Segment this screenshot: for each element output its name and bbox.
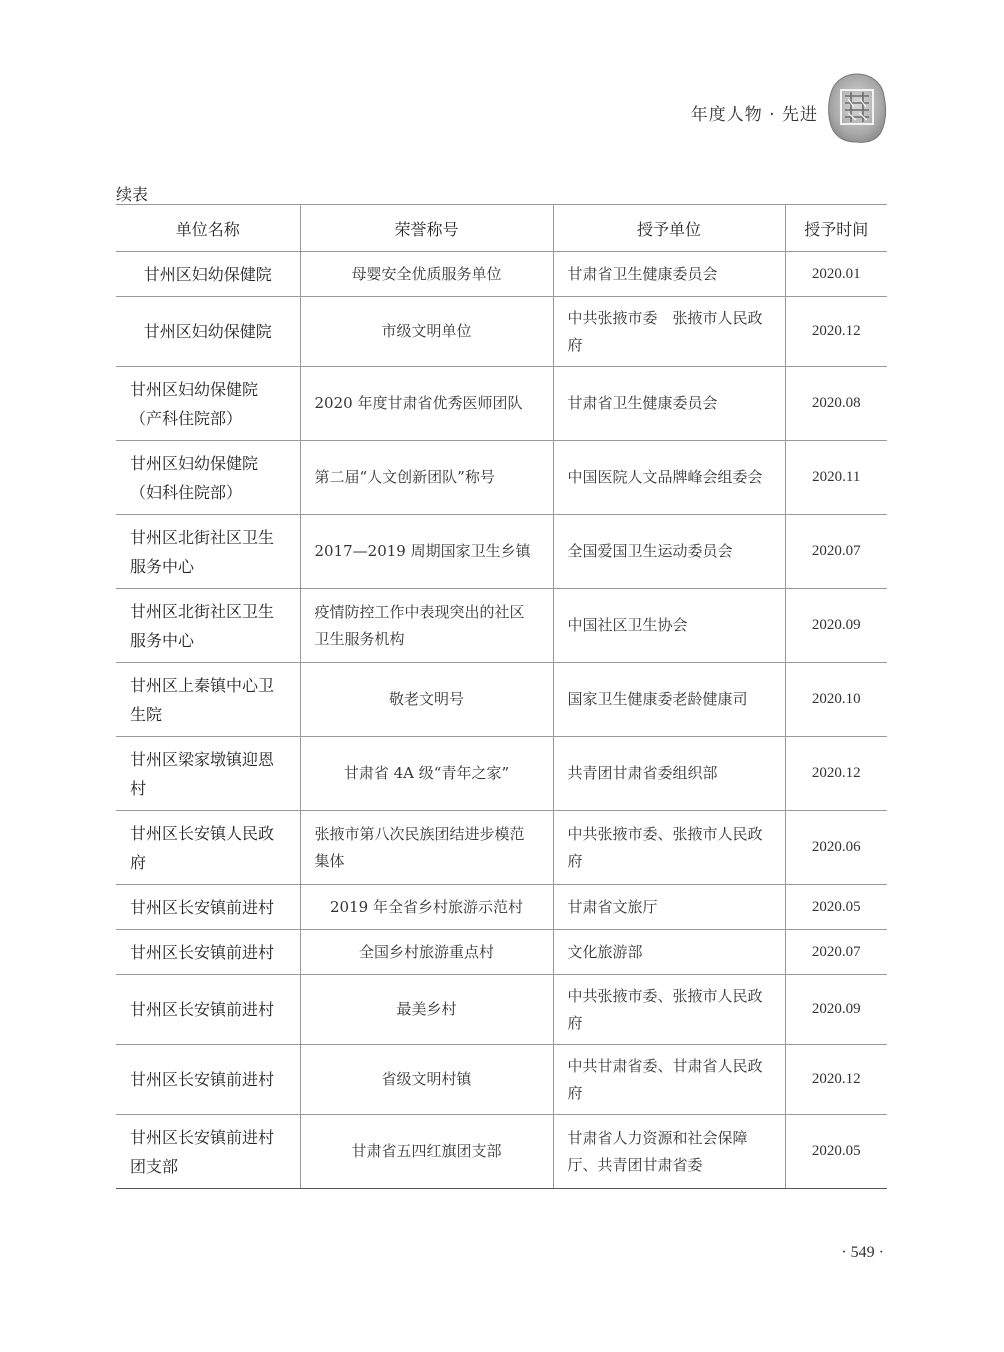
date-cell: 2020.09 bbox=[785, 589, 887, 663]
table-header-row bbox=[116, 205, 887, 252]
honor-cell: 全国乡村旅游重点村 bbox=[300, 930, 553, 975]
unit-cell: 甘州区长安镇前进村 bbox=[116, 975, 300, 1045]
grantor-cell: 甘肃省卫生健康委员会 bbox=[553, 252, 785, 297]
table-row bbox=[116, 930, 887, 975]
table-row bbox=[116, 515, 887, 589]
honor-cell: 2017—2019 周期国家卫生乡镇 bbox=[300, 515, 553, 589]
honor-cell: 市级文明单位 bbox=[300, 297, 553, 367]
unit-cell: 甘州区妇幼保健院 bbox=[116, 297, 300, 367]
table-row bbox=[116, 589, 887, 663]
unit-cell: 甘州区上秦镇中心卫生院 bbox=[116, 663, 300, 737]
honor-cell: 甘肃省 4A 级“青年之家” bbox=[300, 737, 553, 811]
honor-cell: 敬老文明号 bbox=[300, 663, 553, 737]
unit-cell: 甘州区妇幼保健院 bbox=[116, 252, 300, 297]
date-cell: 2020.05 bbox=[785, 885, 887, 930]
grantor-cell: 全国爱国卫生运动委员会 bbox=[553, 515, 785, 589]
unit-cell: 甘州区长安镇前进村 bbox=[116, 930, 300, 975]
grantor-cell: 共青团甘肃省委组织部 bbox=[553, 737, 785, 811]
honor-cell: 甘肃省五四红旗团支部 bbox=[300, 1115, 553, 1189]
grantor-cell: 中共张掖市委、张掖市人民政府 bbox=[553, 975, 785, 1045]
date-cell: 2020.06 bbox=[785, 811, 887, 885]
column-header-honor: 荣誉称号 bbox=[300, 205, 553, 252]
grantor-cell: 中共张掖市委、张掖市人民政府 bbox=[553, 811, 785, 885]
date-cell: 2020.11 bbox=[785, 441, 887, 515]
table-row bbox=[116, 811, 887, 885]
column-header-grantor: 授予单位 bbox=[553, 205, 785, 252]
honor-cell: 2019 年全省乡村旅游示范村 bbox=[300, 885, 553, 930]
date-cell: 2020.12 bbox=[785, 737, 887, 811]
table-row bbox=[116, 1045, 887, 1115]
date-cell: 2020.09 bbox=[785, 975, 887, 1045]
table-row bbox=[116, 441, 887, 515]
date-cell: 2020.01 bbox=[785, 252, 887, 297]
unit-cell: 甘州区妇幼保健院（妇科住院部） bbox=[116, 441, 300, 515]
honors-table bbox=[116, 204, 887, 1189]
table-row bbox=[116, 975, 887, 1045]
grantor-cell: 中国社区卫生协会 bbox=[553, 589, 785, 663]
table-row bbox=[116, 737, 887, 811]
honor-cell: 疫情防控工作中表现突出的社区卫生服务机构 bbox=[300, 589, 553, 663]
unit-cell: 甘州区梁家墩镇迎恩村 bbox=[116, 737, 300, 811]
unit-cell: 甘州区长安镇前进村团支部 bbox=[116, 1115, 300, 1189]
unit-cell: 甘州区长安镇前进村 bbox=[116, 1045, 300, 1115]
table-row bbox=[116, 1115, 887, 1189]
honor-cell: 张掖市第八次民族团结进步模范集体 bbox=[300, 811, 553, 885]
unit-cell: 甘州区北街社区卫生服务中心 bbox=[116, 515, 300, 589]
table-row bbox=[116, 885, 887, 930]
table-row bbox=[116, 297, 887, 367]
date-cell: 2020.12 bbox=[785, 1045, 887, 1115]
date-cell: 2020.05 bbox=[785, 1115, 887, 1189]
date-cell: 2020.07 bbox=[785, 930, 887, 975]
grantor-cell: 中共张掖市委 张掖市人民政府 bbox=[553, 297, 785, 367]
honor-cell: 最美乡村 bbox=[300, 975, 553, 1045]
honor-cell: 2020 年度甘肃省优秀医师团队 bbox=[300, 367, 553, 441]
grantor-cell: 甘肃省文旅厅 bbox=[553, 885, 785, 930]
honor-cell: 第二届“人文创新团队”称号 bbox=[300, 441, 553, 515]
date-cell: 2020.08 bbox=[785, 367, 887, 441]
table-row bbox=[116, 663, 887, 737]
column-header-date: 授予时间 bbox=[785, 205, 887, 252]
section-title: 年度人物 · 先进 bbox=[690, 105, 818, 125]
unit-cell: 甘州区长安镇前进村 bbox=[116, 885, 300, 930]
grantor-cell: 中共甘肃省委、甘肃省人民政府 bbox=[553, 1045, 785, 1115]
grantor-cell: 中国医院人文品牌峰会组委会 bbox=[553, 441, 785, 515]
date-cell: 2020.07 bbox=[785, 515, 887, 589]
decorative-seal-icon bbox=[826, 72, 888, 144]
honor-cell: 省级文明村镇 bbox=[300, 1045, 553, 1115]
grantor-cell: 甘肃省人力资源和社会保障厅、共青团甘肃省委 bbox=[553, 1115, 785, 1189]
unit-cell: 甘州区妇幼保健院（产科住院部） bbox=[116, 367, 300, 441]
table-caption: 续表 bbox=[116, 185, 149, 204]
unit-cell: 甘州区长安镇人民政府 bbox=[116, 811, 300, 885]
date-cell: 2020.12 bbox=[785, 297, 887, 367]
grantor-cell: 国家卫生健康委老龄健康司 bbox=[553, 663, 785, 737]
unit-cell: 甘州区北街社区卫生服务中心 bbox=[116, 589, 300, 663]
honor-cell: 母婴安全优质服务单位 bbox=[300, 252, 553, 297]
date-cell: 2020.10 bbox=[785, 663, 887, 737]
page-number: · 549 · bbox=[841, 1244, 884, 1261]
grantor-cell: 甘肃省卫生健康委员会 bbox=[553, 367, 785, 441]
table-row bbox=[116, 367, 887, 441]
grantor-cell: 文化旅游部 bbox=[553, 930, 785, 975]
column-header-unit: 单位名称 bbox=[116, 205, 300, 252]
table-row bbox=[116, 252, 887, 297]
